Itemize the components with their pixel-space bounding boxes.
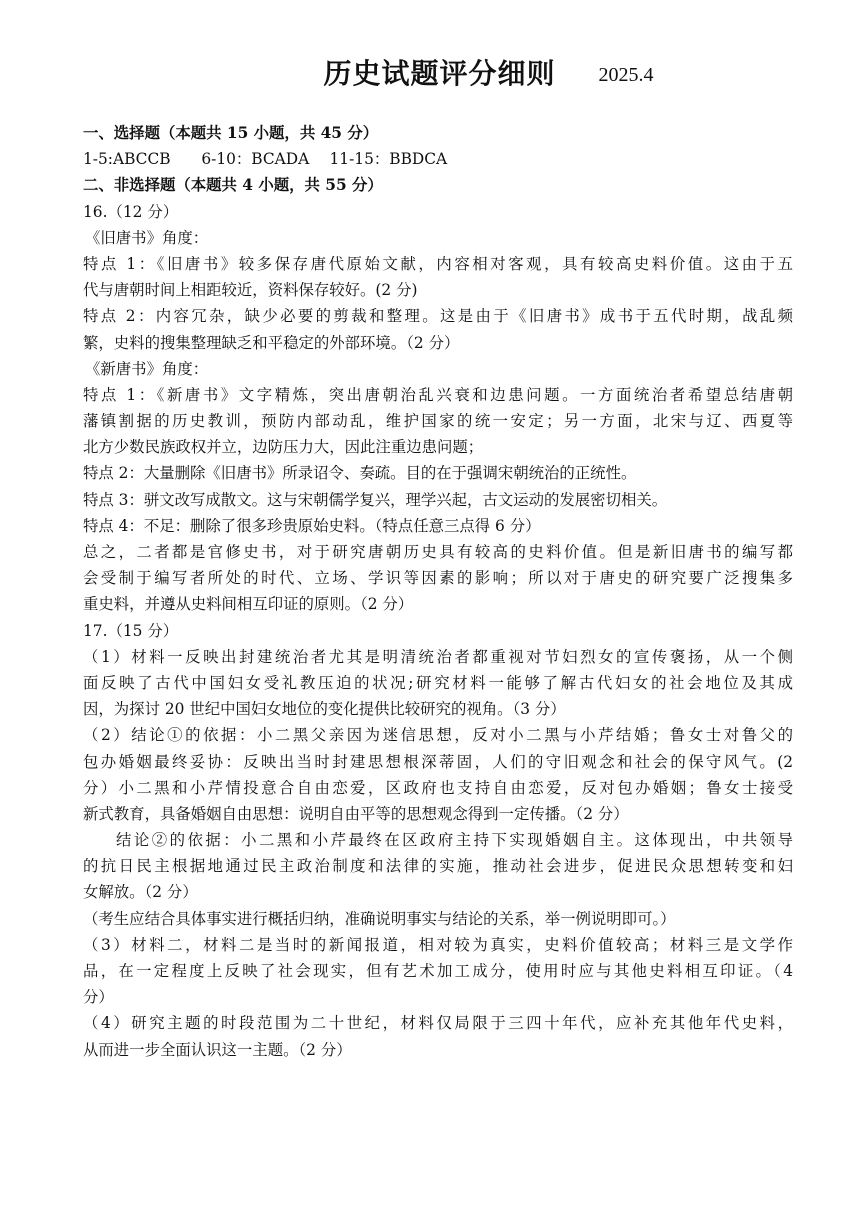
- document-date: 2025.4: [598, 64, 654, 86]
- text-line: 重史料，并遵从史料间相互印证的原则。（2 分）: [83, 595, 414, 614]
- text-line: 分）: [83, 988, 114, 1007]
- text-line: 藩镇割据的历史教训，预防内部动乱，维护国家的统一安定；另一方面，北宋与辽、西夏等: [83, 412, 793, 431]
- text-line: 特点 2：内容冗杂，缺少必要的剪裁和整理。这是由于《旧唐书》成书于五代时期，战乱频: [83, 307, 793, 326]
- document-title: 历史试题评分细则: [323, 57, 556, 90]
- text-line: 《新唐书》角度：: [85, 359, 209, 378]
- text-line: （4）研究主题的时段范围为二十世纪，材料仅局限于三四十年代，应补充其他年代史料，: [83, 1014, 793, 1033]
- text-line: 17.（15 分）: [83, 621, 179, 640]
- text-line: 特点 3：骈文改写成散文。这与宋朝儒学复兴，理学兴起，古文运动的发展密切相关。: [83, 490, 668, 509]
- text-line: 结论②的依据：小二黑和小芹最终在区政府主持下实现婚姻自主。这体现出，中共领导: [116, 831, 793, 850]
- text-line: 特点 1：《新唐书》文字精炼，突出唐朝治乱兴衰和边患问题。一方面统治者希望总结唐朝: [83, 385, 793, 404]
- text-line: 品，在一定程度上反映了社会现实，但有艺术加工成分，使用时应与其他史料相互印证。（4: [83, 962, 793, 980]
- header: [0, 52, 867, 92]
- text-line: 北方少数民族政权并立，边防压力大，因此注重边患问题；: [83, 438, 484, 457]
- text-line: 女解放。（2 分）: [83, 883, 198, 902]
- text-line: 总之，二者都是官修史书，对于研究唐朝历史具有较高的史料价值。但是新旧唐书的编写都: [83, 543, 793, 561]
- text-line: 的抗日民主根据地通过民主政治制度和法律的实施，推动社会进步，促进民众思想转变和妇: [83, 857, 793, 876]
- text-line: 面反映了古代中国妇女受礼教压迫的状况;研究材料一能够了解古代妇女的社会地位及其成: [83, 673, 793, 692]
- text-line: 代与唐朝时间上相距较近，资料保存较好。(2 分): [83, 281, 418, 300]
- text-line: （1）材料一反映出封建统治者尤其是明清统治者都重视对节妇烈女的宣传褒扬，从一个侧: [83, 647, 793, 666]
- text-line: （3）材料二，材料二是当时的新闻报道，相对较为真实，史料价值较高；材料三是文学作: [83, 935, 793, 954]
- text-line: 会受制于编写者所处的时代、立场、学识等因素的影响；所以对于唐史的研究要广泛搜集多: [83, 569, 793, 588]
- text-line: （2）结论①的依据：小二黑父亲因为迷信思想，反对小二黑与小芹结婚；鲁女士对鲁父的: [83, 726, 793, 745]
- text-line: （考生应结合具体事实进行概括归纳，准确说明事实与结论的关系，举一例说明即可。）: [83, 909, 676, 928]
- text-line: 特点 1：《旧唐书》较多保存唐代原始文献，内容相对客观，具有较高史料价值。这由于五: [83, 254, 793, 273]
- text-line: 16.（12 分）: [83, 202, 179, 221]
- text-line: 一、选择题（本题共 15 小题，共 45 分）: [83, 124, 379, 142]
- document-body: [83, 120, 793, 1063]
- text-line: 特点 4：不足：删除了很多珍贵原始史料。（特点任意三点得 6 分）: [83, 516, 541, 535]
- text-line: 繁，史料的搜集整理缺乏和平稳定的外部环境。（2 分）: [83, 333, 460, 352]
- text-line: 新式教育，具备婚姻自由思想：说明自由平等的思想观念得到一定传播。（2 分）: [83, 804, 629, 823]
- text-line: 1-5:ABCCB 6-10：BCADA 11-15：BBDCA: [83, 150, 448, 169]
- text-line: 《旧唐书》角度：: [85, 228, 209, 247]
- text-line: 分）小二黑和小芹情投意合自由恋爱，区政府也支持自由恋爱，反对包办婚姻；鲁女士接受: [83, 778, 793, 797]
- text-line: 从而进一步全面认识这一主题。（2 分）: [83, 1040, 352, 1059]
- text-line: 二、非选择题（本题共 4 小题，共 55 分）: [83, 176, 383, 195]
- text-line: 特点 2：大量删除《旧唐书》所录诏令、奏疏。目的在于强调宋朝统治的正统性。: [83, 464, 637, 483]
- text-line: 包办婚姻最终妥协：反映出当时封建思想根深蒂固，人们的守旧观念和社会的保守风气。(2: [83, 752, 793, 771]
- text-line: 因，为探讨 20 世纪中国妇女地位的变化提供比较研究的视角。（3 分）: [83, 700, 566, 719]
